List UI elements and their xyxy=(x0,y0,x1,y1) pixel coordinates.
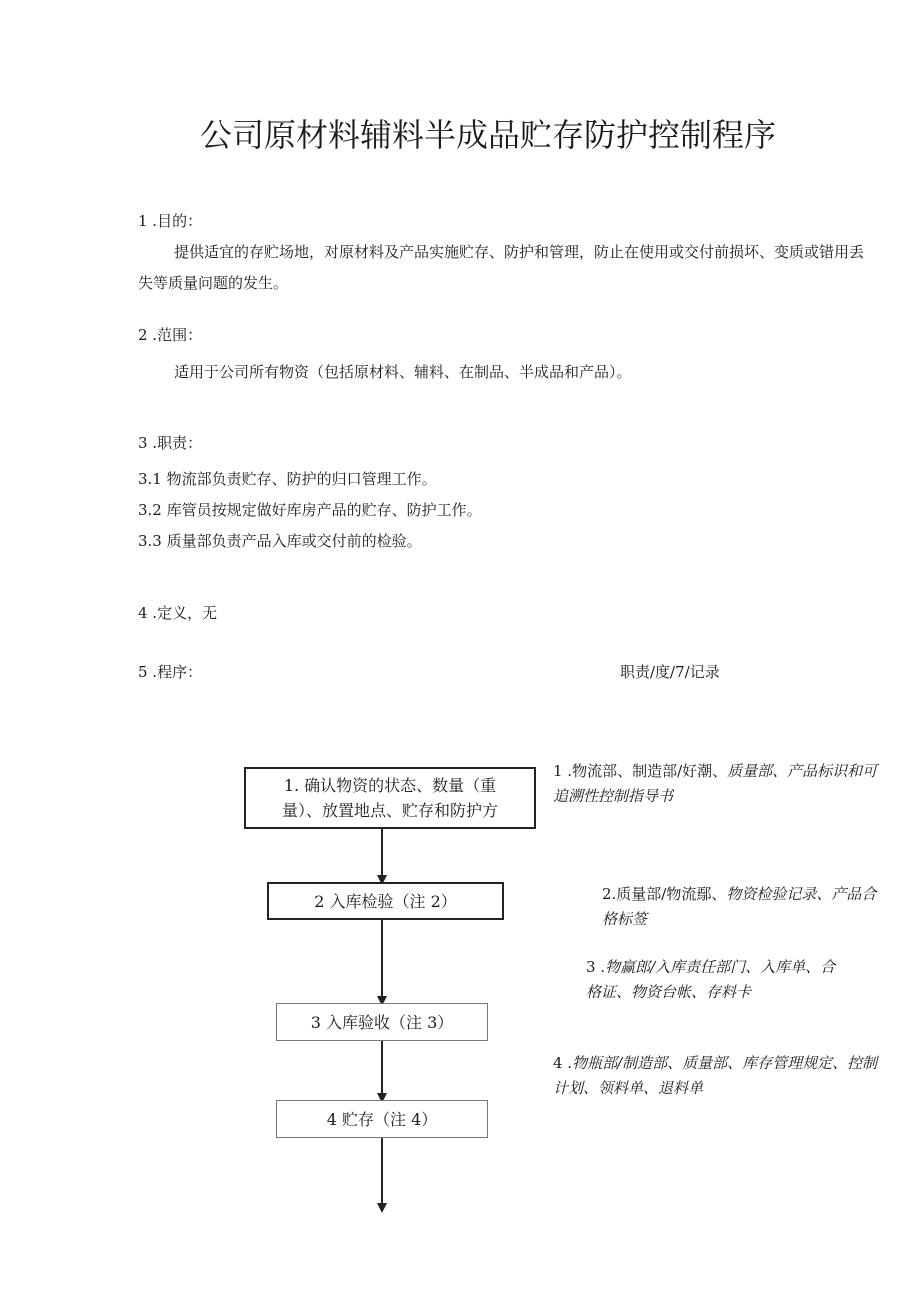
section-purpose-text: 提供适宜的存贮场地，对原材料及产品实施贮存、防护和管理，防止在使用或交付前损坏、变质或错用丢失等质量问题的发生。 xyxy=(138,243,865,292)
flow-note-1 xyxy=(553,759,878,809)
duty-item: 3.3 质量部负责产品入库或交付前的检验。 xyxy=(138,532,422,550)
flow-step-label: 3 入库验收（注 3） xyxy=(310,1012,454,1032)
flow-note-plain: 1 .物流部、制造部/好潮、 xyxy=(553,762,728,780)
document-title: 公司原材料辅料半成品贮存防护控制程序 xyxy=(200,116,777,154)
section-scope-text: 适用于公司所有物资（包括原材料、辅料、在制品、半成品和产品）。 xyxy=(174,363,632,381)
flow-note-4 xyxy=(553,1051,878,1101)
duty-item: 3.1 物流部负责贮存、防护的归口管理工作。 xyxy=(138,470,437,488)
flow-note-3 xyxy=(586,955,848,1005)
section-definition-heading: 4 .定义，无 xyxy=(138,604,218,622)
flow-step-confirm-materials xyxy=(244,767,536,829)
flow-step-inbound-inspection xyxy=(267,882,504,920)
section-procedure-heading: 5 .程序： xyxy=(138,663,203,681)
flow-note-italic: 物资检验记录、产品合格标签 xyxy=(602,885,877,928)
flow-step-label: 4 贮存（注 4） xyxy=(326,1109,438,1129)
flow-step-label: 2 入库检验（注 2） xyxy=(314,891,457,911)
flow-step-text-line: 量）、放置地点、贮存和防护方 xyxy=(281,801,498,820)
flow-note-italic: 质量部、产品标识和可追溯性控制指导书 xyxy=(553,762,878,805)
flow-note-plain: 2.质量部/物流鄢、 xyxy=(602,885,727,903)
flow-note-plain: 3 . xyxy=(586,958,606,976)
flow-note-italic: 物赢郎/入库责任部门、入库单、合格证、物资台帐、存料卡 xyxy=(586,958,836,1001)
flow-note-2 xyxy=(602,882,877,932)
flow-note-italic: 物瓶部/制造部、质量部、库存管理规定、控制计划、领料单、退料单 xyxy=(553,1054,878,1097)
section-purpose-heading: 1 .目的： xyxy=(138,212,203,230)
duty-item: 3.2 库管员按规定做好库房产品的贮存、防护工作。 xyxy=(138,501,482,519)
section-scope-heading: 2 .范围： xyxy=(138,326,203,344)
section-duties-heading: 3 .职责： xyxy=(138,434,203,452)
flow-note-plain: 4 . xyxy=(553,1054,573,1072)
flow-step-inbound-acceptance xyxy=(276,1003,488,1041)
flow-step-text-line: 1. 确认物资的状态、数量（重 xyxy=(283,776,497,795)
procedure-column-header: 职责/度/7/记录 xyxy=(620,663,720,681)
flow-step-storage xyxy=(276,1100,488,1138)
